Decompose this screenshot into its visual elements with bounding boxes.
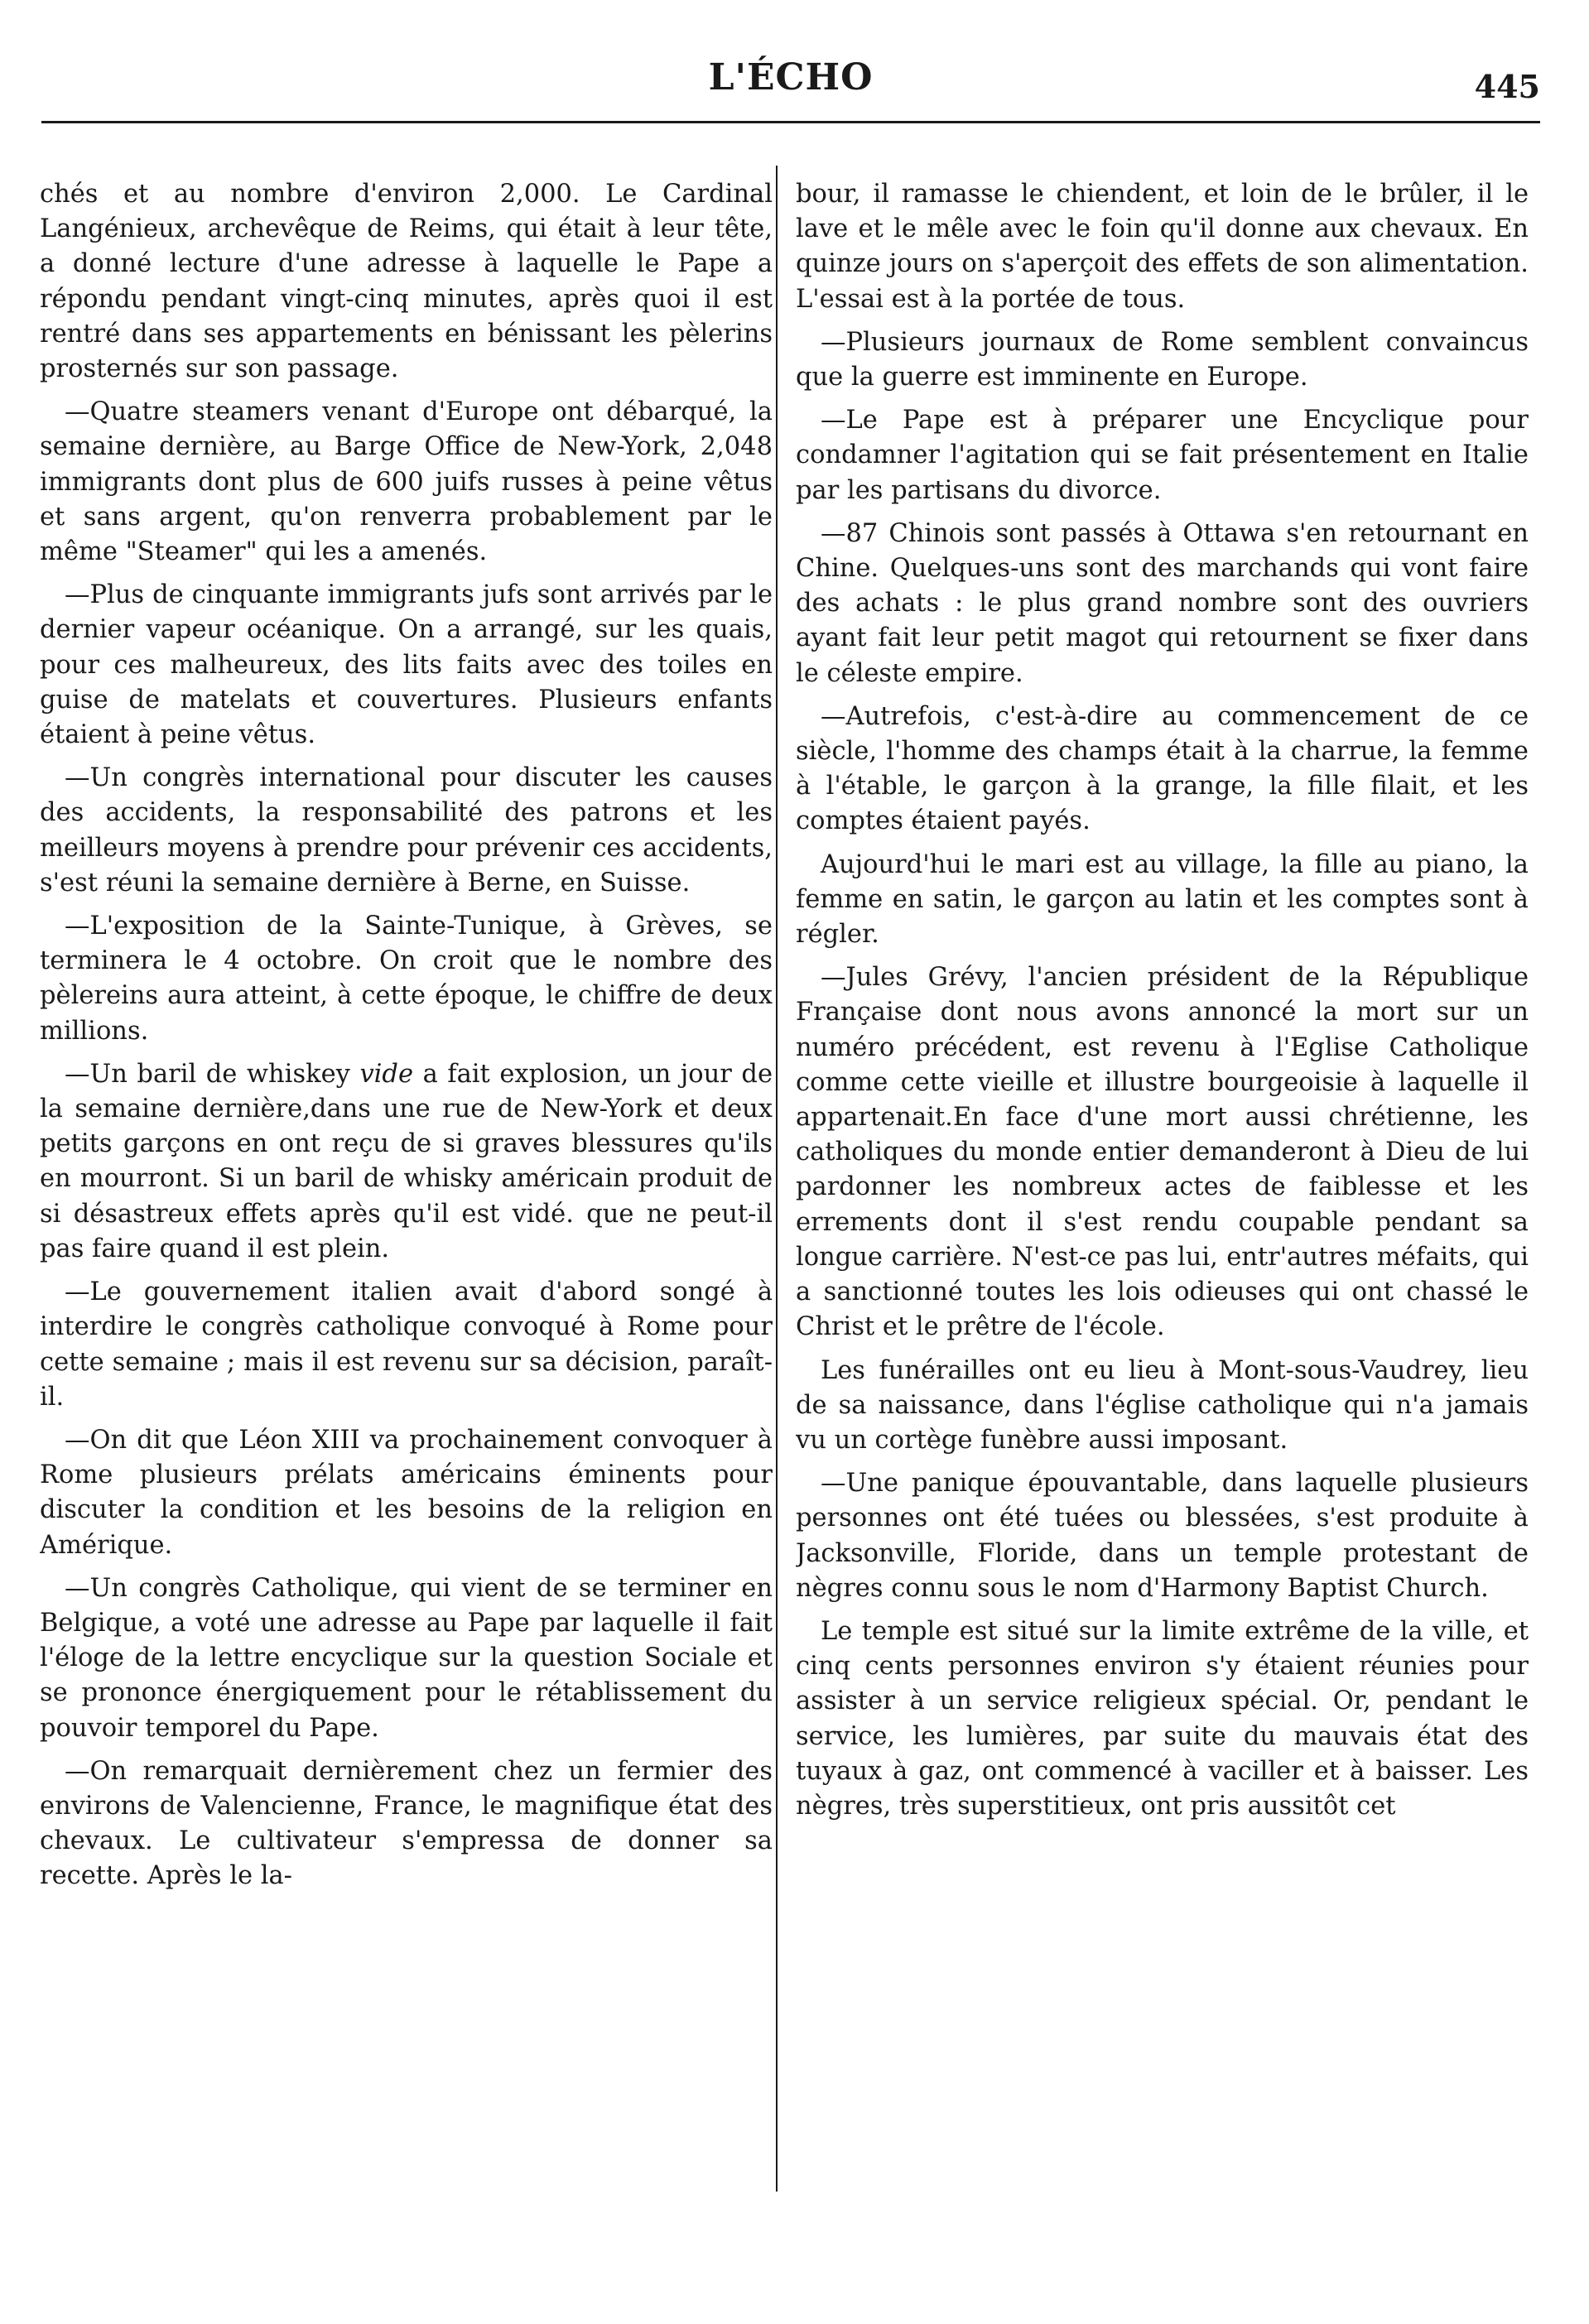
- paragraph: Les funérailles ont eu lieu à Mont-sous-Vaudrey, lieu de sa naissance, dans l'église catholique qui n'a jamais vu un cortège funèbre aussi imposant.: [796, 1355, 1529, 1455]
- paragraph: —L'exposition de la Sainte-Tunique, à Grèves, se terminera le 4 octobre. On croit que le nombre des pèlereins aura atteint, à cette époque, le chiffre de deux millions.: [40, 912, 773, 1046]
- page-title: L'ÉCHO: [708, 56, 874, 99]
- paragraph: Le temple est situé sur la limite extrême de la ville, et cinq cents personnes environ s'y étaient réunies pour assister à un service religieux spécial. Or, pendant le service, les lumières, par suite du mauvais état des tuyaux à gaz, ont commencé à vaciller et à baisser. Les nègres, très superstitieux, ont pris aussitôt cet: [796, 1616, 1529, 1821]
- paragraph: [40, 1057, 773, 1267]
- paragraph: —Jules Grévy, l'ancien président de la République Française dont nous avons annoncé la mort sur un numéro précédent, est revenu à l'Eglise Catholique comme cette vieille et illustre bourgeoisie à laquelle il appartenait.En face d'une mort aussi chrétienne, les catholiques du monde entier demanderont à Dieu de lui pardonner les nombreux actes de faiblesse et les errements dont il s'est rendu coupable pendant sa longue carrière. N'est-ce pas lui, entr'autres méfaits, qui a sanctionné toutes les lois odieuses qui ont chassé le Christ et le prêtre de l'école.: [796, 963, 1529, 1342]
- paragraph: —Un congrès Catholique, qui vient de se terminer en Belgique, a voté une adresse au Pape par laquelle il fait l'éloge de la lettre encyclique sur la question Sociale et se prononce énergiquement pour le rétablissement du pouvoir temporel du Pape.: [40, 1573, 773, 1743]
- paragraph: —Plus de cinquante immigrants jufs sont arrivés par le dernier vapeur océanique. On a arrangé, sur les quais, pour ces malheureux, des lits faits avec des toiles en guise de matelats et couvertures. Plusieurs enfants étaient à peine vêtus.: [40, 580, 773, 750]
- paragraph: —Le gouvernement italien avait d'abord songé à interdire le congrès catholique convoqué à Rome pour cette semaine ; mais il est revenu sur sa décision, paraît-il.: [40, 1277, 773, 1412]
- paragraph-text: —Un baril de whiskey: [65, 1059, 360, 1089]
- paragraph: bour, il ramasse le chiendent, et loin de le brûler, il le lave et le mêle avec le foin qu'il donne aux chevaux. En quinze jours on s'aperçoit des effets de son alimentation. L'essai est à la portée de tous.: [796, 180, 1529, 314]
- paragraph: —Le Pape est à préparer une Encyclique pour condamner l'agitation qui se fait présentement en Italie par les partisans du divorce.: [796, 406, 1529, 505]
- paragraph: —Autrefois, c'est-à-dire au commencement de ce siècle, l'homme des champs était à la charrue, la femme à l'étable, le garçon à la grange, la fille filait, et les comptes étaient payés.: [796, 701, 1529, 836]
- paragraph: —Plusieurs journaux de Rome semblent convaincus que la guerre est imminente en Europe.: [796, 327, 1529, 392]
- paragraph: —Une panique épouvantable, dans laquelle plusieurs personnes ont été tuées ou blessées, s'est produite à Jacksonville, Floride, dans un temple protestant de nègres connu sous le nom d'Harmony Baptist Church.: [796, 1469, 1529, 1603]
- right-column: [796, 177, 1529, 2208]
- page-number: 445: [1474, 68, 1540, 105]
- paragraph: chés et au nombre d'environ 2,000. Le Cardinal Langénieux, archevêque de Reims, qui était à leur tête, a donné lecture d'une adresse à laquelle le Pape a répondu pendant vingt-cinq minutes, après quoi il est rentré dans ses appartements en bénissant les pèlerins prosternés sur son passage.: [40, 180, 773, 384]
- column-divider: [776, 166, 778, 2192]
- paragraph: —On remarquait dernièrement chez un fermier des environs de Valencienne, France, le magnifique état des chevaux. Le cultivateur s'empressa de donner sa recette. Après le la-: [40, 1756, 773, 1891]
- paragraph: —On dit que Léon XIII va prochainement convoquer à Rome plusieurs prélats américains éminents pour discuter la condition et les besoins de la religion en Amérique.: [40, 1425, 773, 1560]
- left-column: [40, 177, 773, 2208]
- paragraph: —87 Chinois sont passés à Ottawa s'en retournant en Chine. Quelques-uns sont des marchands qui vont faire des achats : le plus grand nombre sont des ouvriers ayant fait leur petit magot qui retournent se fixer dans le céleste empire.: [796, 518, 1529, 688]
- paragraph: —Un congrès international pour discuter les causes des accidents, la responsabilité des patrons et les meilleurs moyens à prendre pour prévenir ces accidents, s'est réuni la semaine dernière à Berne, en Suisse.: [40, 763, 773, 897]
- page-header: [41, 50, 1540, 123]
- paragraph: Aujourd'hui le mari est au village, la fille au piano, la femme en satin, le garçon au latin et les comptes sont à régler.: [796, 849, 1529, 950]
- paragraph-text: a fait explosion, un jour de la semaine dernière,dans une rue de New-York et deux petits garçons en ont reçu de si graves blessures qu'ils en mourront. Si un baril de whisky américain produit de si désastreux effets après qu'il est vidé. que ne peut-il pas faire quand il est plein.: [40, 1059, 773, 1263]
- emphasized-word: vide: [359, 1059, 413, 1089]
- paragraph: —Quatre steamers venant d'Europe ont débarqué, la semaine dernière, au Barge Office de New-York, 2,048 immigrants dont plus de 600 juifs russes à peine vêtus et sans argent, qu'on renverra probablement par le même "Steamer" qui les a amenés.: [40, 397, 773, 567]
